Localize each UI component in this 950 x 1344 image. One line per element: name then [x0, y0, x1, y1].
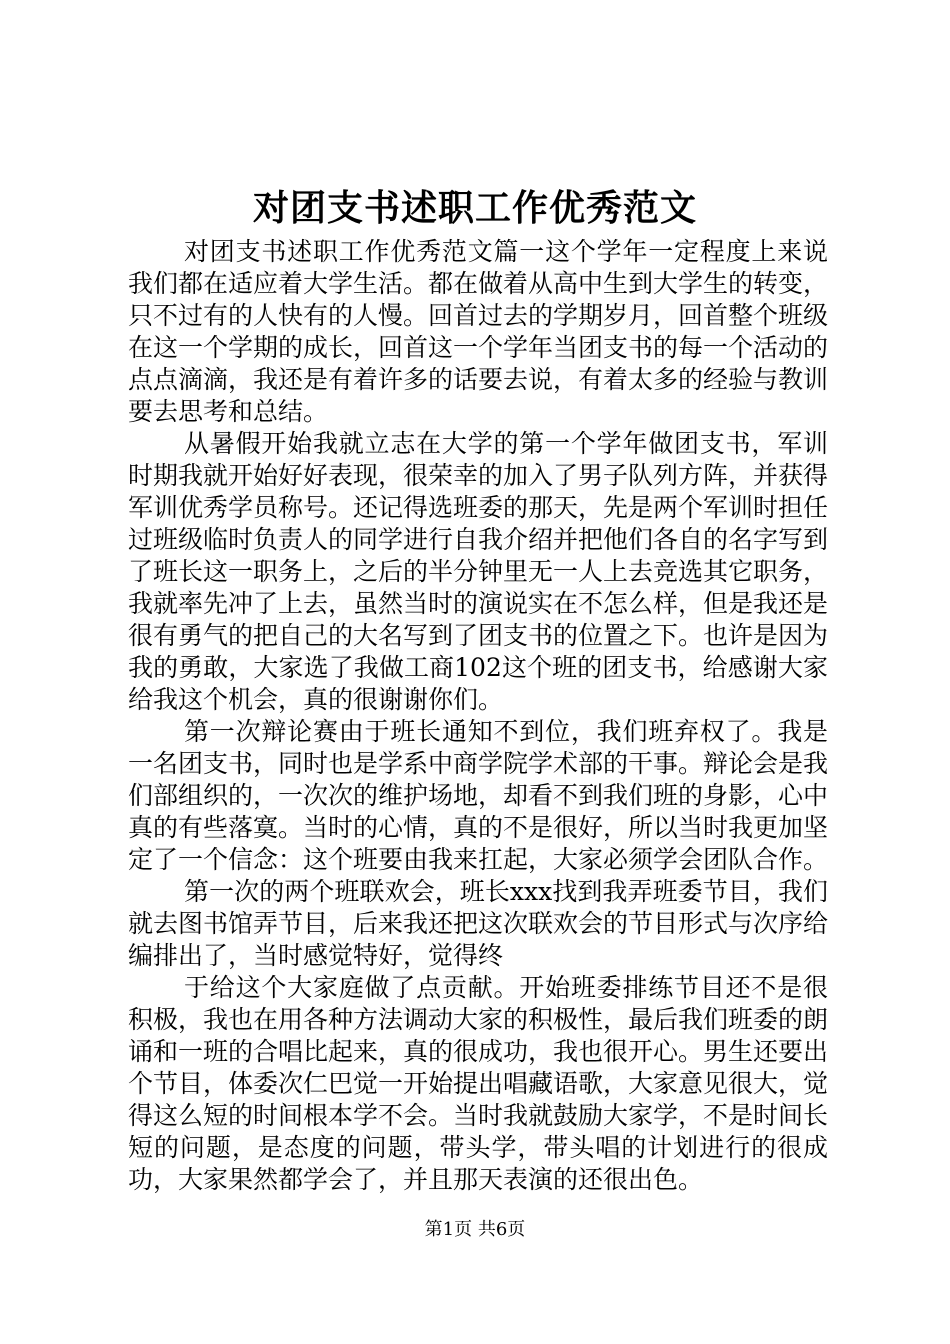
- paragraph-3: 第一次辩论赛由于班长通知不到位，我们班弃权了。我是一名团支书，同时也是学系中商学院学术部的干事。辩论会是我们部组织的，一次次的维护场地，却看不到我们班的身影，心中真的有些落寞。当时的心情，真的不是很好，所以当时我更加坚定了一个信念：这个班要由我来扛起，大家必须学会团队合作。: [128, 717, 829, 874]
- paragraph-1: 对团支书述职工作优秀范文篇一这个学年一定程度上来说我们都在适应着大学生活。都在做着从高中生到大学生的转变，只不过有的人快有的人慢。回首过去的学期岁月，回首整个班级在这一个学期的成长，回首这一个学年当团支书的每一个活动的点点滴滴，我还是有着许多的话要去说，有着太多的经验与教训要去思考和总结。: [128, 237, 829, 426]
- document-body: [128, 236, 828, 1196]
- paragraph-4: 第一次的两个班联欢会，班长xxx找到我弄班委节目，我们就去图书馆弄节目，后来我还把这次联欢会的节目形式与次序给编排出了，当时感觉特好，觉得终: [128, 877, 829, 970]
- page-number-footer: 第1页 共6页: [424, 1219, 526, 1240]
- document-title: 对团支书述职工作优秀范文: [252, 187, 697, 229]
- paragraph-5: 于给这个大家庭做了点贡献。开始班委排练节目还不是很积极，我也在用各种方法调动大家的积极性，最后我们班委的朗诵和一班的合唱比起来，真的很成功，我也很开心。男生还要出个节目，体委次仁巴觉一开始提出唱藏语歌，大家意见很大，觉得这么短的时间根本学不会。当时我就鼓励大家学，不是时间长短的问题，是态度的问题，带头学，带头唱的计划进行的很成功，大家果然都学会了，并且那天表演的还很出色。: [128, 973, 829, 1194]
- paragraph-2: 从暑假开始我就立志在大学的第一个学年做团支书，军训时期我就开始好好表现，很荣幸的加入了男子队列方阵，并获得军训优秀学员称号。还记得选班委的那天，先是两个军训时担任过班级临时负责人的同学进行自我介绍并把他们各自的名字写到了班长这一职务上，之后的半分钟里无一人上去竞选其它职务，我就率先冲了上去，虽然当时的演说实在不怎么样，但是我还是很有勇气的把自己的大名写到了团支书的位置之下。也许是因为我的勇敢，大家选了我做工商102这个班的团支书，给感谢大家给我这个机会，真的很谢谢你们。: [128, 429, 829, 714]
